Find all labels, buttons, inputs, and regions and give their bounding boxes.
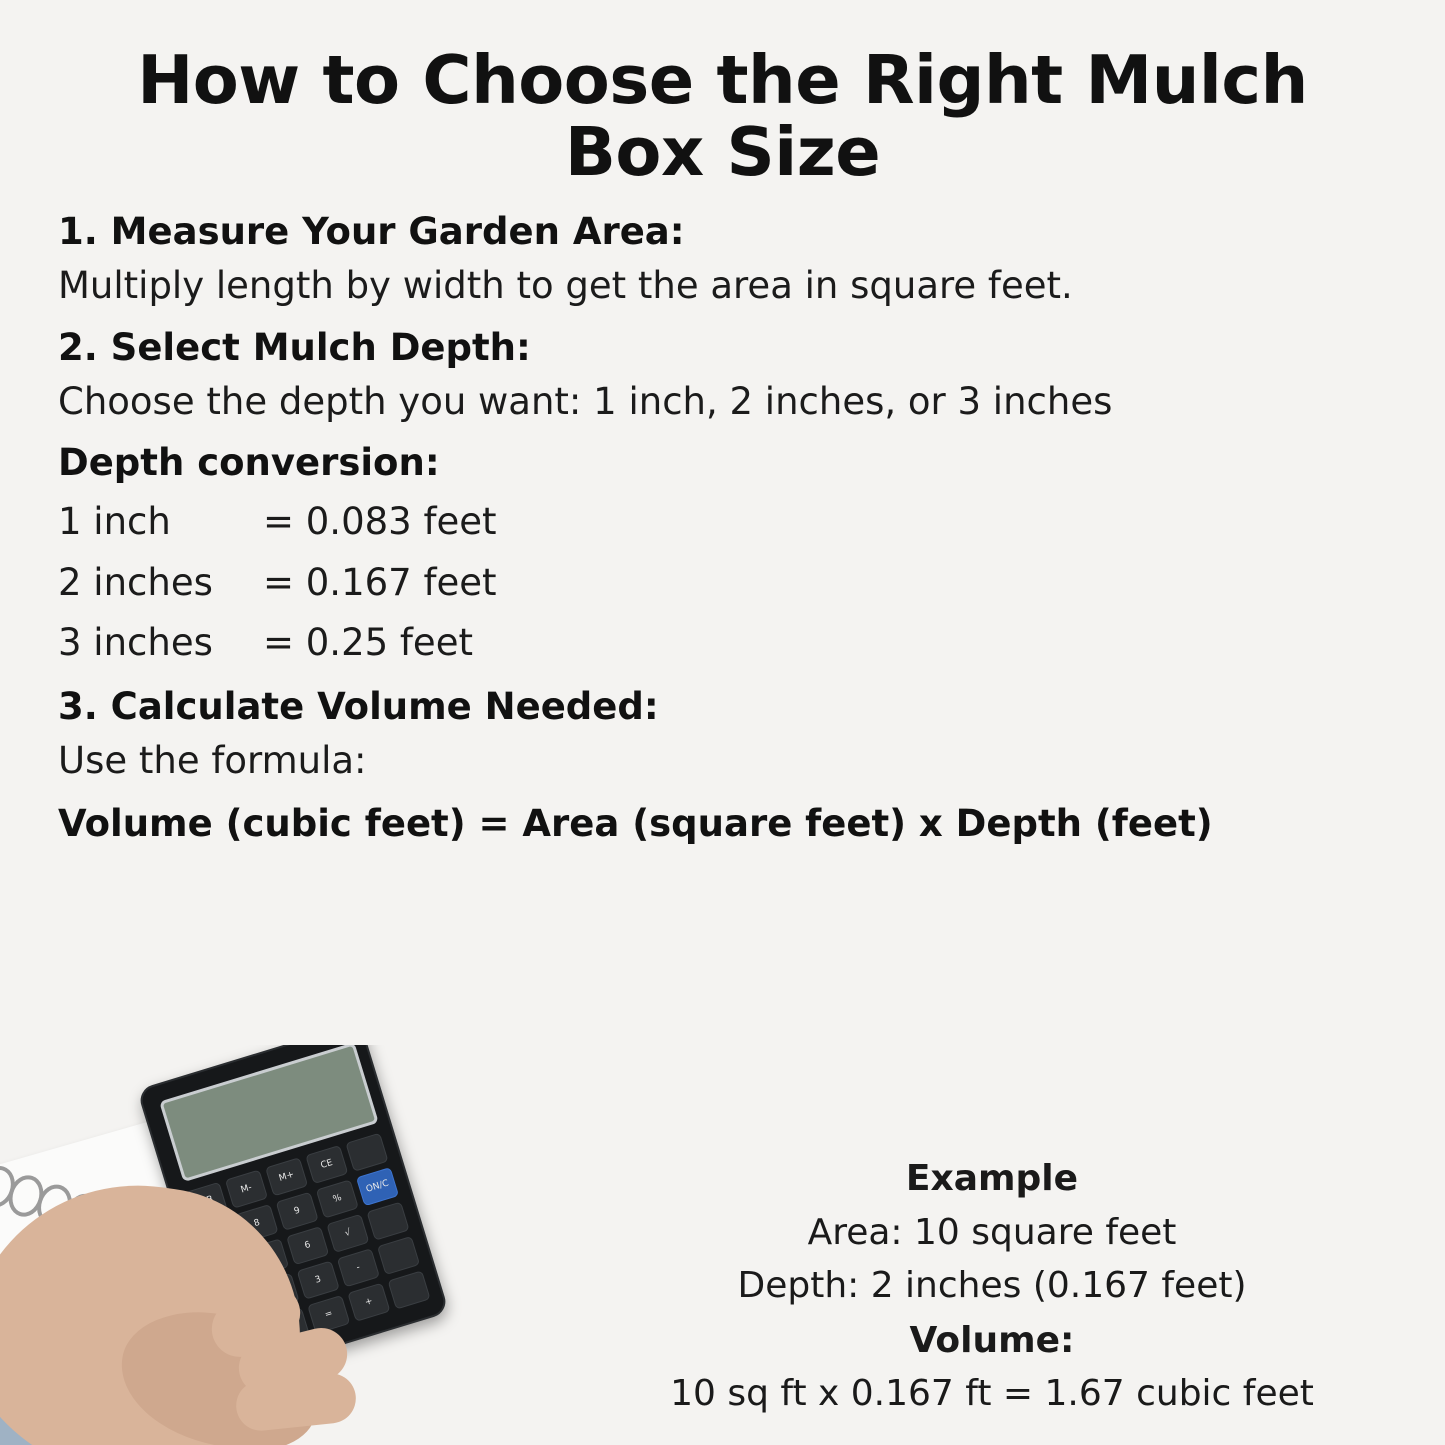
example-depth: Depth: 2 inches (0.167 feet)	[737, 1265, 1247, 1307]
calculator-key: √	[326, 1214, 369, 1253]
calculator-key: 3	[297, 1260, 340, 1299]
conversion-label: 3 inches	[58, 621, 213, 665]
calculator-key: 9	[276, 1192, 319, 1231]
calculator-key: M+	[265, 1157, 308, 1196]
step-2-body: Choose the depth you want: 1 inch, 2 inches, or 3 inches	[58, 379, 1113, 423]
steps-section	[58, 207, 1387, 848]
conversion-row	[58, 617, 1387, 670]
conversion-label: 2 inches	[58, 560, 213, 604]
step-3-heading: 3. Calculate Volume Needed:	[58, 685, 659, 728]
bottom-section	[0, 1045, 1445, 1445]
calculator-key: 6	[286, 1226, 329, 1265]
calculator-key: 8	[235, 1204, 278, 1243]
calculator-key	[387, 1270, 430, 1309]
calculator-key: M-	[225, 1169, 268, 1208]
conversion-row	[58, 496, 1387, 549]
calculator-key-onc: ON/C	[356, 1167, 399, 1206]
calculator-photo	[0, 1045, 560, 1445]
page-title: How to Choose the Right Mulch Box Size	[137, 41, 1308, 192]
conversion-value: = 0.25 feet	[263, 621, 473, 665]
calculator-key: -	[337, 1248, 380, 1287]
step-1-body: Multiply length by width to get the area in square feet.	[58, 263, 1073, 307]
conversion-row	[58, 557, 1387, 610]
example-block	[597, 1156, 1387, 1423]
example-volume-value: 10 sq ft x 0.167 ft = 1.67 cubic feet	[670, 1373, 1314, 1415]
conversion-label: 1 inch	[58, 500, 171, 544]
calculator-key: %	[316, 1179, 359, 1218]
conversion-value: = 0.083 feet	[263, 500, 497, 544]
depth-conversion-list	[58, 496, 1387, 670]
step-3-body: Use the formula:	[58, 738, 367, 782]
calculator-key	[377, 1236, 420, 1275]
example-area: Area: 10 square feet	[807, 1212, 1177, 1254]
calculator-key	[345, 1133, 388, 1172]
calculator-key	[366, 1201, 409, 1240]
step-1-heading: 1. Measure Your Garden Area:	[58, 209, 685, 253]
example-volume-label: Volume:	[909, 1320, 1075, 1362]
step-2-heading: 2. Select Mulch Depth:	[58, 325, 531, 369]
conversion-value: = 0.167 feet	[263, 560, 497, 604]
volume-formula: Volume (cubic feet) = Area (square feet) x Depth (feet)	[58, 801, 1213, 845]
calculator-key: +	[347, 1283, 390, 1322]
example-title: Example	[905, 1158, 1079, 1200]
depth-conversion-heading: Depth conversion:	[58, 441, 440, 485]
calculator-key: CE	[305, 1145, 348, 1184]
calculator-key: =	[307, 1295, 350, 1334]
